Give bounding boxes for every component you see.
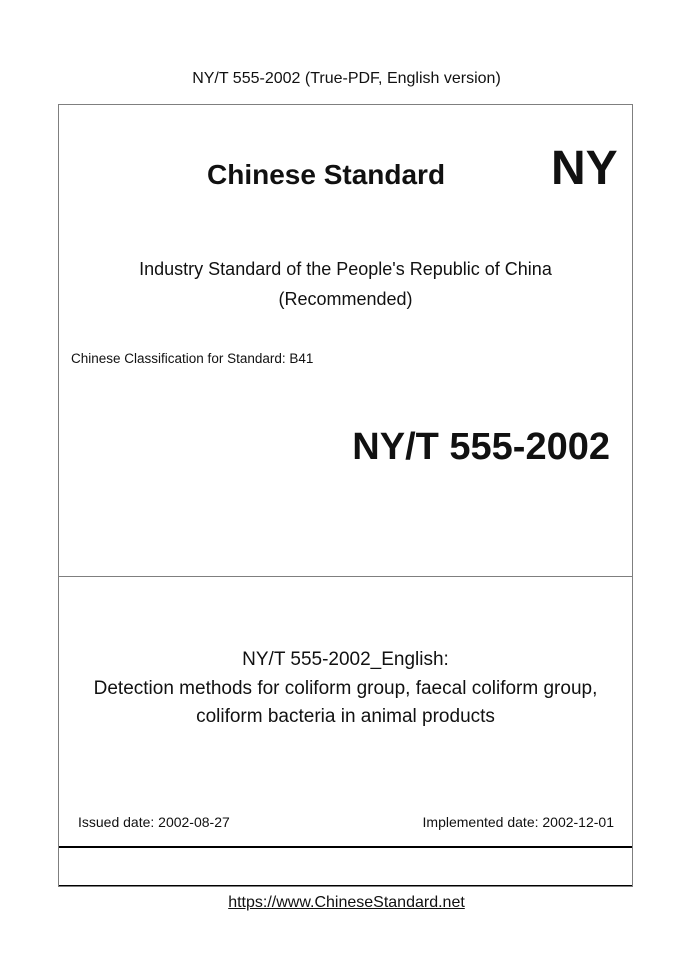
cover-frame xyxy=(58,104,633,887)
recommended-label: (Recommended) xyxy=(278,289,413,309)
classification-text: Chinese Classification for Standard: B41 xyxy=(71,351,314,366)
footer-strip xyxy=(59,846,632,886)
page-header-title: NY/T 555-2002 (True-PDF, English version) xyxy=(192,70,501,87)
document-title-line-3: coliform bacteria in animal products xyxy=(196,706,495,727)
website-link[interactable]: https://www.ChineseStandard.net xyxy=(228,894,465,911)
document-title-line-1: NY/T 555-2002_English: xyxy=(242,649,449,670)
standard-code-mark: NY xyxy=(551,142,618,195)
standard-number: NY/T 555-2002 xyxy=(352,426,610,468)
industry-standard-line: Industry Standard of the People's Republic of China xyxy=(139,259,552,279)
document-title-line-2: Detection methods for coliform group, faecal coliform group, xyxy=(93,678,598,699)
cover-lower-section xyxy=(59,576,632,846)
issued-date: Issued date: 2002-08-27 xyxy=(78,814,230,830)
cover-title: Chinese Standard xyxy=(207,159,446,190)
implemented-date: Implemented date: 2002-12-01 xyxy=(422,814,614,830)
cover-upper-section xyxy=(59,105,632,577)
